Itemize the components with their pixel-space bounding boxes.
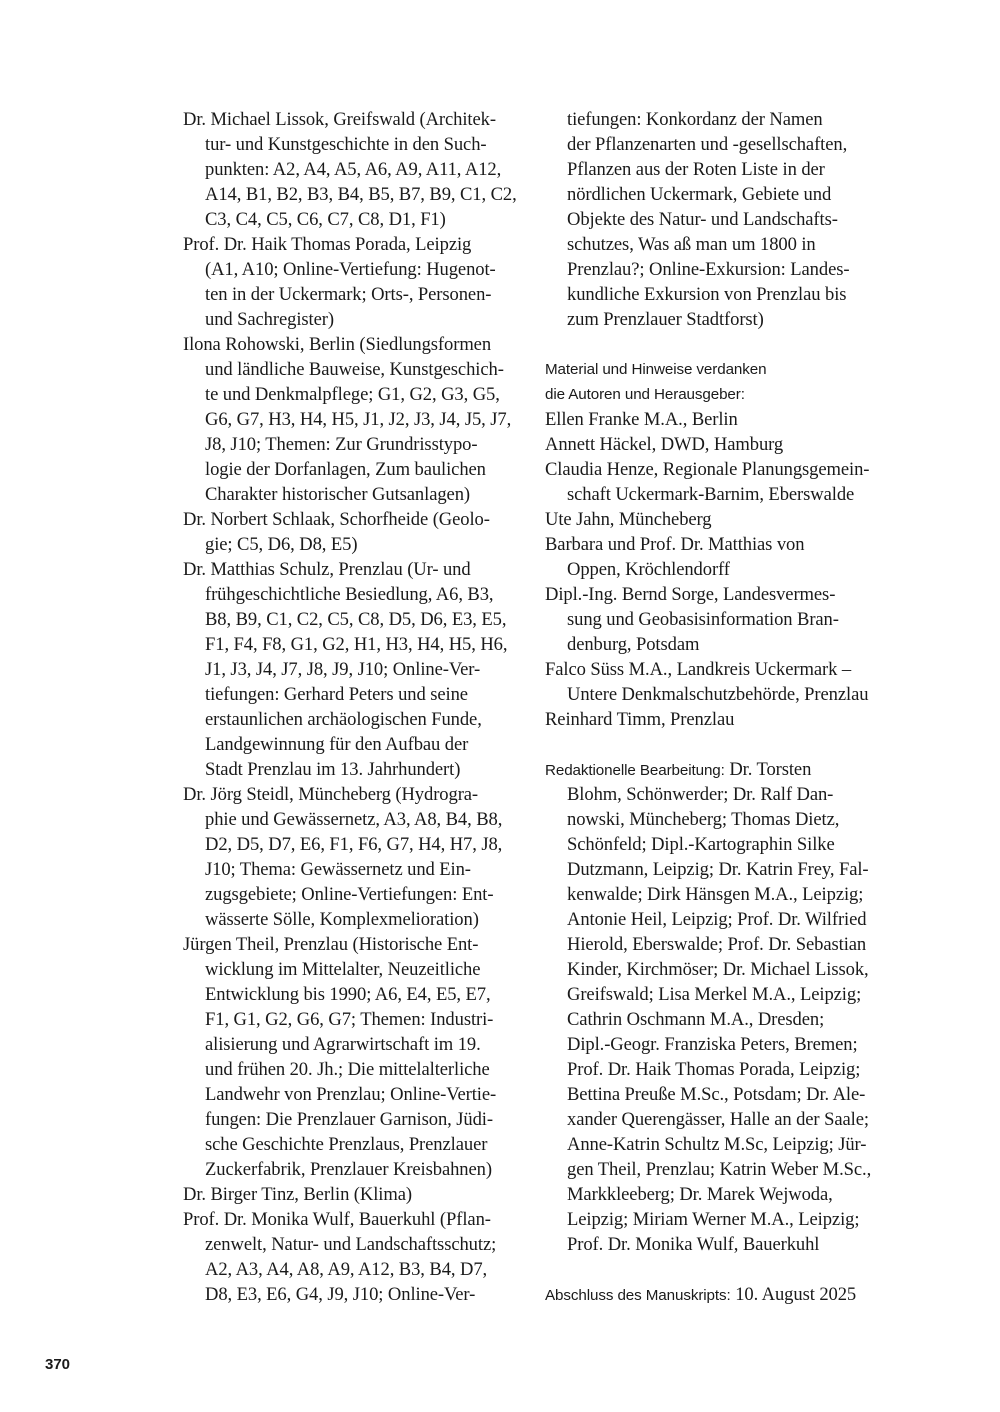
- entry-line: Dr. Jörg Steidl, Müncheberg (Hydrogra-: [183, 784, 479, 805]
- entry-line: sche Geschichte Prenzlaus, Prenzlauer: [205, 1134, 488, 1155]
- entry-line: J8, J10; Themen: Zur Grundrisstypo-: [205, 434, 478, 455]
- entry-line: und ländliche Bauweise, Kunstgeschich-: [205, 359, 504, 380]
- entry-line: Pflanzen aus der Roten Liste in der: [567, 159, 825, 180]
- entry-line: Landgewinnung für den Aufbau der: [205, 734, 469, 755]
- entry-line: Zuckerfabrik, Prenzlauer Kreisbahnen): [205, 1159, 492, 1180]
- editorial-line: Leipzig; Miriam Werner M.A., Leipzig;: [567, 1209, 860, 1230]
- acknowledgement-entry: Ellen Franke M.A., Berlin: [545, 409, 738, 430]
- contributor-entry-wulf-continued: [545, 107, 890, 332]
- editorial-line: Dutzmann, Leipzig; Dr. Katrin Frey, Fal-: [567, 859, 869, 880]
- entry-line: ten in der Uckermark; Orts-, Personen-: [205, 284, 492, 305]
- entry-line: Ilona Rohowski, Berlin (Siedlungsformen: [183, 334, 492, 355]
- contributor-entry-rohowski: [183, 332, 535, 507]
- contributor-entry-theil: [183, 932, 535, 1182]
- editorial-first-line: [545, 757, 890, 782]
- editorial-section: [545, 757, 890, 1257]
- contributor-entry-steidl: [183, 782, 535, 932]
- editorial-line: Bettina Preuße M.Sc., Potsdam; Dr. Ale-: [567, 1084, 866, 1105]
- entry-line: A14, B1, B2, B3, B4, B5, B7, B9, C1, C2,: [205, 184, 517, 205]
- spacer: [545, 1257, 890, 1282]
- right-column: [545, 107, 890, 1307]
- editorial-line: Prof. Dr. Haik Thomas Porada, Leipzig;: [567, 1059, 861, 1080]
- editorial-line: Markkleeberg; Dr. Marek Wejwoda,: [567, 1184, 833, 1205]
- acknowledgement-entry: denburg, Potsdam: [567, 634, 700, 655]
- editorial-line: nowski, Müncheberg; Thomas Dietz,: [567, 809, 840, 830]
- entry-line: C3, C4, C5, C6, C7, C8, D1, F1): [205, 209, 446, 230]
- entry-line: kundliche Exkursion von Prenzlau bis: [567, 284, 847, 305]
- editorial-line: gen Theil, Prenzlau; Katrin Weber M.Sc.,: [567, 1159, 872, 1180]
- acknowledgement-entry: Barbara und Prof. Dr. Matthias von: [545, 534, 805, 555]
- entry-line: und Sachregister): [205, 309, 334, 330]
- entry-line: logie der Dorfanlagen, Zum baulichen: [205, 459, 486, 480]
- entry-line: A2, A3, A4, A8, A9, A12, B3, B4, D7,: [205, 1259, 488, 1280]
- entry-line: D2, D5, D7, E6, F1, F6, G7, H4, H7, J8,: [205, 834, 503, 855]
- spacer: [545, 332, 890, 357]
- editorial-line: Antonie Heil, Leipzig; Prof. Dr. Wilfried: [567, 909, 867, 930]
- entry-line: fungen: Die Prenzlauer Garnison, Jüdi-: [205, 1109, 493, 1130]
- entry-line: F1, F4, F8, G1, G2, H1, H3, H4, H5, H6,: [205, 634, 508, 655]
- spacer: [545, 732, 890, 757]
- entry-line: Jürgen Theil, Prenzlau (Historische Ent-: [183, 934, 479, 955]
- entry-line: (A1, A10; Online-Vertiefung: Hugenot-: [205, 259, 496, 280]
- acknowledgement-entry: Reinhard Timm, Prenzlau: [545, 709, 735, 730]
- acknowledgements-heading: Material und Hinweise verdanken: [545, 361, 767, 378]
- entry-line: Prof. Dr. Haik Thomas Porada, Leipzig: [183, 234, 472, 255]
- entry-line: B8, B9, C1, C2, C5, C8, D5, D6, E3, E5,: [205, 609, 507, 630]
- entry-line: nördlichen Uckermark, Gebiete und: [567, 184, 832, 205]
- entry-line: wässerte Sölle, Komplexmelioration): [205, 909, 479, 930]
- entry-line: Dr. Birger Tinz, Berlin (Klima): [183, 1184, 412, 1205]
- entry-line: Objekte des Natur- und Landschafts-: [567, 209, 838, 230]
- manuscript-date: 10. August 2025: [730, 1284, 857, 1305]
- entry-line: zum Prenzlauer Stadtforst): [567, 309, 764, 330]
- acknowledgement-entry: Ute Jahn, Müncheberg: [545, 509, 712, 530]
- entry-line: Dr. Michael Lissok, Greifswald (Architek-: [183, 109, 496, 130]
- contributor-entry-lissok: [183, 107, 535, 232]
- contributor-entry-tinz: [183, 1182, 535, 1207]
- entry-line: Entwicklung bis 1990; A6, E4, E5, E7,: [205, 984, 491, 1005]
- entry-line: J10; Thema: Gewässernetz und Ein-: [205, 859, 471, 880]
- acknowledgement-entry: Dipl.-Ing. Bernd Sorge, Landesvermes-: [545, 584, 836, 605]
- contributor-entry-schulz: [183, 557, 535, 782]
- manuscript-completion: [545, 1282, 890, 1307]
- entry-line: wicklung im Mittelalter, Neuzeitliche: [205, 959, 481, 980]
- editorial-line: Dipl.-Geogr. Franziska Peters, Bremen;: [567, 1034, 858, 1055]
- entry-line: tiefungen: Gerhard Peters und seine: [205, 684, 468, 705]
- left-column: [183, 107, 535, 1307]
- editorial-line: kenwalde; Dirk Hänsgen M.A., Leipzig;: [567, 884, 864, 905]
- entry-line: tur- und Kunstgeschichte in den Such-: [205, 134, 487, 155]
- acknowledgements-heading: die Autoren und Herausgeber:: [545, 386, 745, 403]
- contributor-entry-porada: [183, 232, 535, 332]
- editorial-line: Hierold, Eberswalde; Prof. Dr. Sebastian: [567, 934, 867, 955]
- entry-line: und frühen 20. Jh.; Die mittelalterliche: [205, 1059, 490, 1080]
- acknowledgement-entry: Untere Denkmalschutzbehörde, Prenzlau: [567, 684, 869, 705]
- entry-line: te und Denkmalpflege; G1, G2, G3, G5,: [205, 384, 500, 405]
- editorial-line: Prof. Dr. Monika Wulf, Bauerkuhl: [567, 1234, 820, 1255]
- entry-line: phie und Gewässernetz, A3, A8, B4, B8,: [205, 809, 503, 830]
- entry-line: Prenzlau?; Online-Exkursion: Landes-: [567, 259, 850, 280]
- editorial-first-text: Dr. Torsten: [724, 759, 812, 780]
- acknowledgement-entry: Oppen, Kröchlendorff: [567, 559, 730, 580]
- editorial-line: Greifswald; Lisa Merkel M.A., Leipzig;: [567, 984, 862, 1005]
- entry-line: Dr. Matthias Schulz, Prenzlau (Ur- und: [183, 559, 471, 580]
- entry-line: punkten: A2, A4, A5, A6, A9, A11, A12,: [205, 159, 502, 180]
- entry-line: Prof. Dr. Monika Wulf, Bauerkuhl (Pflan-: [183, 1209, 491, 1230]
- contributor-entry-schlaak: [183, 507, 535, 557]
- editorial-line: Blohm, Schönwerder; Dr. Ralf Dan-: [567, 784, 834, 805]
- entry-line: gie; C5, D6, D8, E5): [205, 534, 358, 555]
- entry-line: der Pflanzenarten und -gesellschaften,: [567, 134, 848, 155]
- entry-line: erstaunlichen archäologischen Funde,: [205, 709, 482, 730]
- entry-line: alisierung und Agrarwirtschaft im 19.: [205, 1034, 481, 1055]
- acknowledgement-entry: Claudia Henze, Regionale Planungsgemein-: [545, 459, 870, 480]
- entry-line: schutzes, Was aß man um 1800 in: [567, 234, 816, 255]
- manuscript-label: Abschluss des Manuskripts:: [545, 1287, 731, 1304]
- editorial-line: Kinder, Kirchmöser; Dr. Michael Lissok,: [567, 959, 869, 980]
- entry-line: Stadt Prenzlau im 13. Jahrhundert): [205, 759, 461, 780]
- entry-line: Landwehr von Prenzlau; Online-Vertie-: [205, 1084, 497, 1105]
- editorial-line: Cathrin Oschmann M.A., Dresden;: [567, 1009, 825, 1030]
- acknowledgement-entry: Falco Süss M.A., Landkreis Uckermark –: [545, 659, 852, 680]
- entry-line: F1, G1, G2, G6, G7; Themen: Industri-: [205, 1009, 494, 1030]
- acknowledgement-entry: sung und Geobasisinformation Bran-: [567, 609, 839, 630]
- entry-line: frühgeschichtliche Besiedlung, A6, B3,: [205, 584, 494, 605]
- contributor-entry-wulf: [183, 1207, 535, 1307]
- page-number: 370: [45, 1356, 71, 1373]
- entry-line: Charakter historischer Gutsanlagen): [205, 484, 470, 505]
- editorial-line: Anne-Katrin Schultz M.Sc, Leipzig; Jür-: [567, 1134, 867, 1155]
- acknowledgement-entry: schaft Uckermark-Barnim, Eberswalde: [567, 484, 855, 505]
- entry-line: G6, G7, H3, H4, H5, J1, J2, J3, J4, J5, J7,: [205, 409, 512, 430]
- entry-line: zugsgebiete; Online-Vertiefungen: Ent-: [205, 884, 494, 905]
- acknowledgements-section: [545, 357, 890, 732]
- entry-line: Dr. Norbert Schlaak, Schorfheide (Geolo-: [183, 509, 490, 530]
- editorial-line: xander Querengässer, Halle an der Saale;: [567, 1109, 869, 1130]
- entry-line: D8, E3, E6, G4, J9, J10; Online-Ver-: [205, 1284, 476, 1305]
- acknowledgement-entry: Annett Häckel, DWD, Hamburg: [545, 434, 784, 455]
- entry-line: zenwelt, Natur- und Landschaftsschutz;: [205, 1234, 497, 1255]
- editorial-line: Schönfeld; Dipl.-Kartographin Silke: [567, 834, 835, 855]
- entry-line: tiefungen: Konkordanz der Namen: [567, 109, 823, 130]
- editorial-label: Redaktionelle Bearbeitung:: [545, 762, 725, 779]
- entry-line: J1, J3, J4, J7, J8, J9, J10; Online-Ver-: [205, 659, 481, 680]
